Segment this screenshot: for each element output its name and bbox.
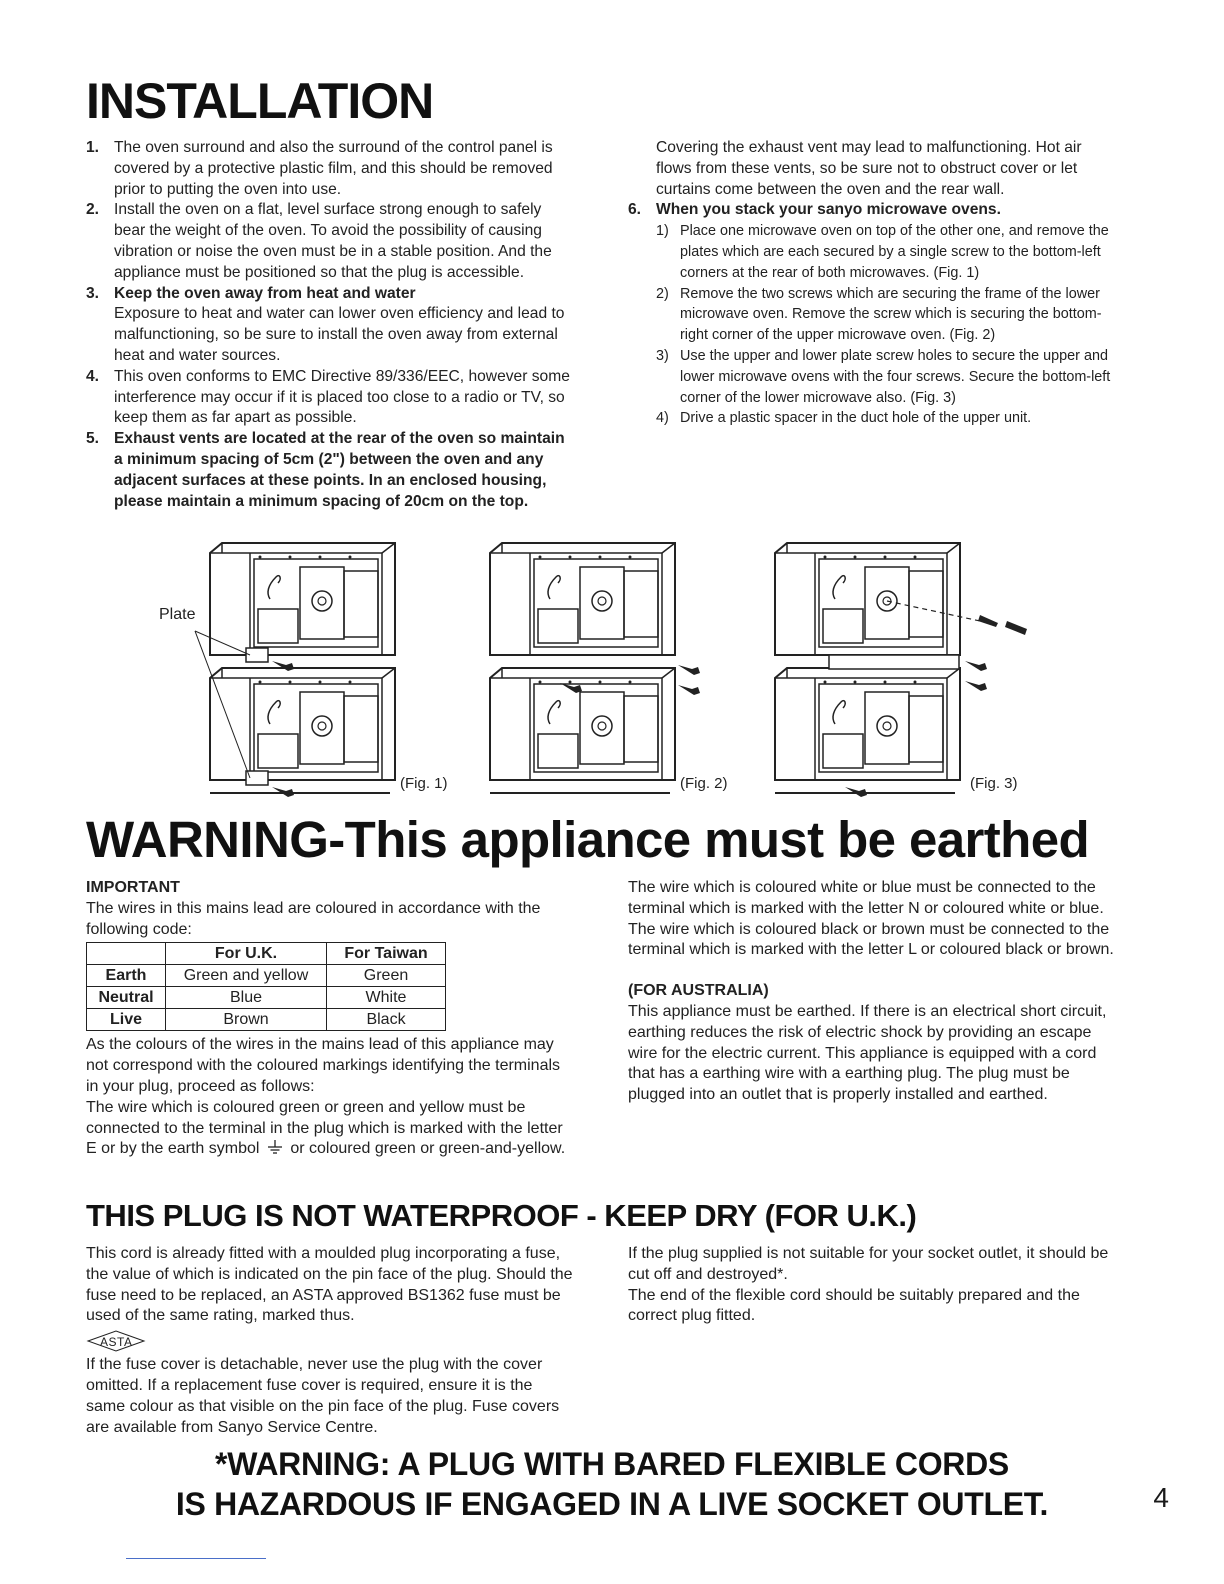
item-text: This oven conforms to EMC Directive 89/336/EEC, however some interference may occur if it is placed too close to a radio or TV, so keep them as far apart as possible. xyxy=(114,367,570,427)
stack-step-1 xyxy=(656,221,1118,283)
table-cell: Live xyxy=(87,1009,166,1031)
item-heading: Keep the oven away from heat and water xyxy=(114,284,416,302)
table-cell: Green xyxy=(327,965,446,987)
fig3-caption: (Fig. 3) xyxy=(970,775,1018,792)
earthing-warning-heading: WARNING-This appliance must be earthed xyxy=(86,811,1090,868)
fuse-text: This cord is already fitted with a moulded plug incorporating a fuse, the value of which is indicated on the pin face of the plug. Should the fuse need to be replaced, an ASTA approved BS1362 fuse must be used of the same rating, marked thus. xyxy=(86,1245,573,1325)
fuse-cover-text: If the fuse cover is detachable, never use the plug with the cover omitted. If a replacement fuse cover is required, ensure it is the same colour as that visible on the pin face of the plug. Fuse covers are available from Sanyo Service Centre. xyxy=(86,1356,560,1436)
item-text: Install the oven on a flat, level surface strong enough to safely bear the weight of the oven. To avoid the possibility of causing vibration or noise the oven must be in a stable position. And the appliance must be positioned so that the plug is accessible. xyxy=(114,201,552,281)
table-cell: Brown xyxy=(166,1009,327,1031)
page-number: 4 xyxy=(1153,1482,1169,1513)
earthing-right-column xyxy=(628,878,1118,1106)
table-row xyxy=(87,965,446,987)
fig2-caption: (Fig. 2) xyxy=(680,775,728,792)
page-title: INSTALLATION xyxy=(86,73,434,129)
bottom-warning-line-2: IS HAZARDOUS IF ENGAGED IN A LIVE SOCKET OUTLET. xyxy=(175,1486,1049,1522)
asta-mark-label: ASTA xyxy=(100,1335,133,1350)
plug-right-column xyxy=(628,1244,1118,1327)
installation-left-column xyxy=(86,138,574,512)
step-number: 3) xyxy=(656,347,669,364)
plug-left-column xyxy=(86,1244,574,1438)
item-text: The oven surround and also the surround of the control panel is covered by a protective plastic film, and this should be removed prior to putting the oven into use. xyxy=(114,139,553,198)
table-cell: Earth xyxy=(87,965,166,987)
item-number: 1. xyxy=(86,139,100,156)
installation-item-4 xyxy=(86,367,574,429)
australia-label: (FOR AUSTRALIA) xyxy=(628,982,769,1000)
wire-colour-table xyxy=(86,942,446,1031)
table-row xyxy=(87,987,446,1009)
table-cell: Neutral xyxy=(87,987,166,1009)
stack-step-4 xyxy=(656,408,1118,429)
stack-step-2 xyxy=(656,284,1118,346)
plate-label: Plate xyxy=(159,606,196,623)
installation-item-5 xyxy=(86,429,574,512)
earth-symbol-icon xyxy=(266,1139,284,1155)
item-heading: Exhaust vents are located at the rear of the oven so maintain a minimum spacing of 5cm (2") between the oven and any adjacent surfaces at these points. In an enclosed housing, please maintain a minimum spacing of 20cm on the top. xyxy=(114,430,565,510)
installation-item-1 xyxy=(86,138,574,200)
installation-right-column xyxy=(628,138,1118,429)
step-text: Place one microwave oven on top of the other one, and remove the plates which are each secured by a single screw to the bottom-left corners at the rear of both microwaves. (Fig. 1) xyxy=(680,223,1109,281)
earth-wire-instruction-cont: or coloured green or green-and-yellow. xyxy=(290,1140,566,1158)
bottom-warning-line-1: *WARNING: A PLUG WITH BARED FLEXIBLE CORDS xyxy=(215,1446,1009,1482)
table-header: For U.K. xyxy=(166,943,327,965)
plug-warning-heading: THIS PLUG IS NOT WATERPROOF - KEEP DRY (FOR U.K.) xyxy=(86,1198,917,1233)
wire-colour-note: As the colours of the wires in the mains lead of this appliance may not correspond with the coloured markings identifying the terminals in your plug, proceed as follows: xyxy=(86,1036,561,1095)
table-header xyxy=(87,943,166,965)
plug-unsuitable-text: If the plug supplied is not suitable for your socket outlet, it should be cut off and destroyed*. xyxy=(628,1245,1109,1283)
installation-item-2 xyxy=(86,200,574,283)
item-text: Exposure to heat and water can lower oven efficiency and lead to malfunctioning, so be sure to install the oven away from external heat and water sources. xyxy=(114,305,565,364)
item-number: 3. xyxy=(86,284,100,302)
step-number: 4) xyxy=(656,410,669,427)
table-cell: Blue xyxy=(166,987,327,1009)
item-number: 2. xyxy=(86,201,100,219)
asta-mark xyxy=(86,1327,574,1355)
table-row xyxy=(87,1009,446,1031)
table-header: For Taiwan xyxy=(327,943,446,965)
cord-prepare-text: The end of the flexible cord should be suitably prepared and the correct plug fitted. xyxy=(628,1286,1080,1325)
step-text: Drive a plastic spacer in the duct hole of the upper unit. xyxy=(680,410,1032,427)
fig1-caption: (Fig. 1) xyxy=(400,775,448,792)
installation-item-3 xyxy=(86,284,574,367)
item-number: 4. xyxy=(86,367,100,385)
important-label: IMPORTANT xyxy=(86,879,180,896)
item-number: 5. xyxy=(86,430,100,448)
earth-wire-instruction: The wire which is coloured green or green and yellow must be connected to the terminal in the plug which is marked with the letter E or by the earth symbol xyxy=(86,1098,563,1158)
step-number: 2) xyxy=(656,285,669,302)
footer-rule xyxy=(126,1558,266,1559)
step-text: Use the upper and lower plate screw holes to secure the upper and lower microwave ovens with the four screws. Secure the bottom-left corner of the lower microwave also. (Fig. 3) xyxy=(680,347,1111,406)
important-text: The wires in this mains lead are coloured in accordance with the following code: xyxy=(86,899,541,938)
step-number: 1) xyxy=(656,223,669,240)
item-number: 6. xyxy=(628,201,642,219)
item-heading: When you stack your sanyo microwave ovens. xyxy=(656,201,1001,219)
table-cell: Green and yellow xyxy=(166,965,327,987)
exhaust-vent-note: Covering the exhaust vent may lead to malfunctioning. Hot air flows from these vents, so be sure not to obstruct cover or let curtains come between the oven and the rear wall. xyxy=(656,139,1082,198)
table-header-row xyxy=(87,943,446,965)
table-cell: Black xyxy=(327,1009,446,1031)
earthing-left-column xyxy=(86,878,574,1160)
neutral-live-instruction: The wire which is coloured white or blue must be connected to the terminal which is marked with the letter N or coloured white or blue. The wire which is coloured black or brown must be connected to the terminal which is marked with the letter L or coloured black or brown. xyxy=(628,879,1114,959)
table-cell: White xyxy=(327,987,446,1009)
installation-item-6 xyxy=(628,200,1118,429)
stacking-figures-illustration xyxy=(150,538,1070,803)
stack-step-3 xyxy=(656,346,1118,408)
step-text: Remove the two screws which are securing the frame of the lower microwave oven. Remove the screw which is securing the bottom-right corner of the upper microwave oven. (Fig. 2) xyxy=(680,285,1102,344)
australia-text: This appliance must be earthed. If there is an electrical short circuit, earthing reduces the risk of electric shock by providing an escape wire for the electric current. This appliance is equipped with a cord that has a earthing wire with a earthing plug. The plug must be plugged into an outlet that is properly installed and earthed. xyxy=(628,1002,1107,1104)
